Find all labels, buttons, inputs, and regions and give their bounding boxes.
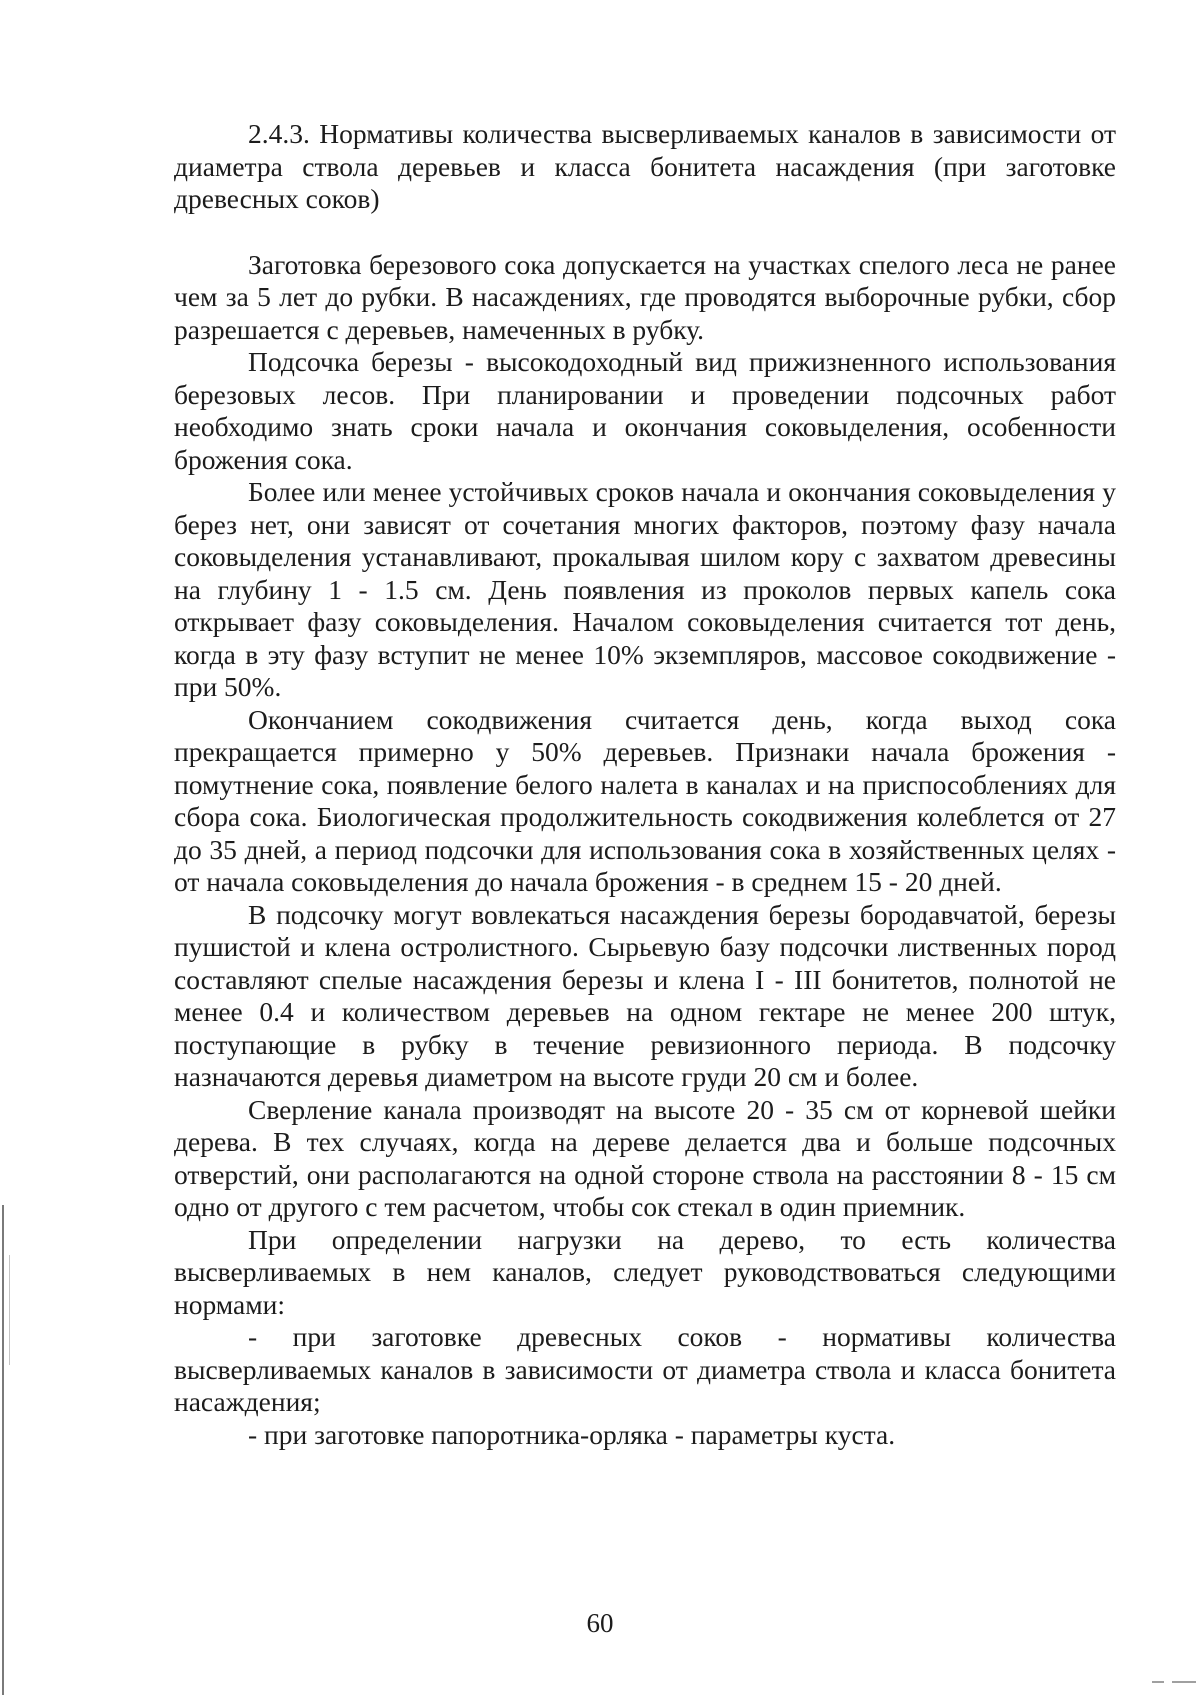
- scan-edge-line-faint: [9, 1255, 10, 1365]
- paragraph: Сверление канала производят на высоте 20 - 35 см от корневой шейки дерева. В тех случаях, когда на дереве делается два и больше подсочных отверстий, они располагаются на одной стороне ствола на расстоянии 8 - 15 см одно от другого с тем расчетом, чтобы сок стекал в один приемник.: [174, 1093, 1116, 1222]
- scan-mark: [1152, 1681, 1164, 1683]
- scan-mark: [1172, 1681, 1196, 1683]
- list-item: - при заготовке папоротника-орляка - параметры куста.: [248, 1418, 896, 1450]
- paragraph: Заготовка березового сока допускается на участках спелого леса не ранее чем за 5 лет до рубки. В насаждениях, где проводятся выборочные рубки, сбор разрешается с деревьев, намеченных в рубку.: [174, 248, 1116, 345]
- paragraph: Подсочка березы - высокодоходный вид прижизненного использования березовых лесов. При планировании и проведении подсочных работ необходимо знать сроки начала и окончания соковыделения, особенности брожения сока.: [174, 346, 1116, 475]
- paragraph: В подсочку могут вовлекаться насаждения березы бородавчатой, березы пушистой и клена остролистного. Сырьевую базу подсочки лиственных пород составляют спелые насаждения березы и клена I - III бонитетов, полнотой не менее 0.4 и количеством деревьев на одном гектаре не менее 200 штук, поступающие в рубку в течение ревизионного периода. В подсочку назначаются деревья диаметром на высоте груди 20 см и более.: [174, 898, 1116, 1092]
- paragraph: При определении нагрузки на дерево, то есть количества высверливаемых в нем каналов, следует руководствоваться следующими нормами:: [174, 1223, 1116, 1320]
- paragraph: Окончанием сокодвижения считается день, когда выход сока прекращается примерно у 50% деревьев. Признаки начала брожения - помутнение сока, появление белого налета в каналах и на приспособлениях для сбора сока. Биологическая продолжительность сокодвижения колеблется от 27 до 35 дней, а период подсочки для использования сока в хозяйственных целях - от начала соковыделения до начала брожения - в среднем 15 - 20 дней.: [174, 703, 1116, 897]
- page-number: 60: [586, 1608, 614, 1638]
- list-item: - при заготовке древесных соков - нормативы количества высверливаемых каналов в зависимости от диаметра ствола и класса бонитета насаждения;: [174, 1321, 1116, 1417]
- section-heading: 2.4.3. Нормативы количества высверливаемых каналов в зависимости от диаметра ствола деревьев и класса бонитета насаждения (при заготовке древесных соков): [174, 118, 1116, 214]
- document-body: [174, 118, 1116, 1451]
- paragraph: Более или менее устойчивых сроков начала и окончания соковыделения у берез нет, они зависят от сочетания многих факторов, поэтому фазу начала соковыделения устанавливают, прокалывая шилом кору с захватом древесины на глубину 1 - 1.5 см. День появления из проколов первых капель сока открывает фазу соковыделения. Началом соковыделения считается тот день, когда в эту фазу вступит не менее 10% экземпляров, массовое сокодвижение - при 50%.: [174, 476, 1116, 702]
